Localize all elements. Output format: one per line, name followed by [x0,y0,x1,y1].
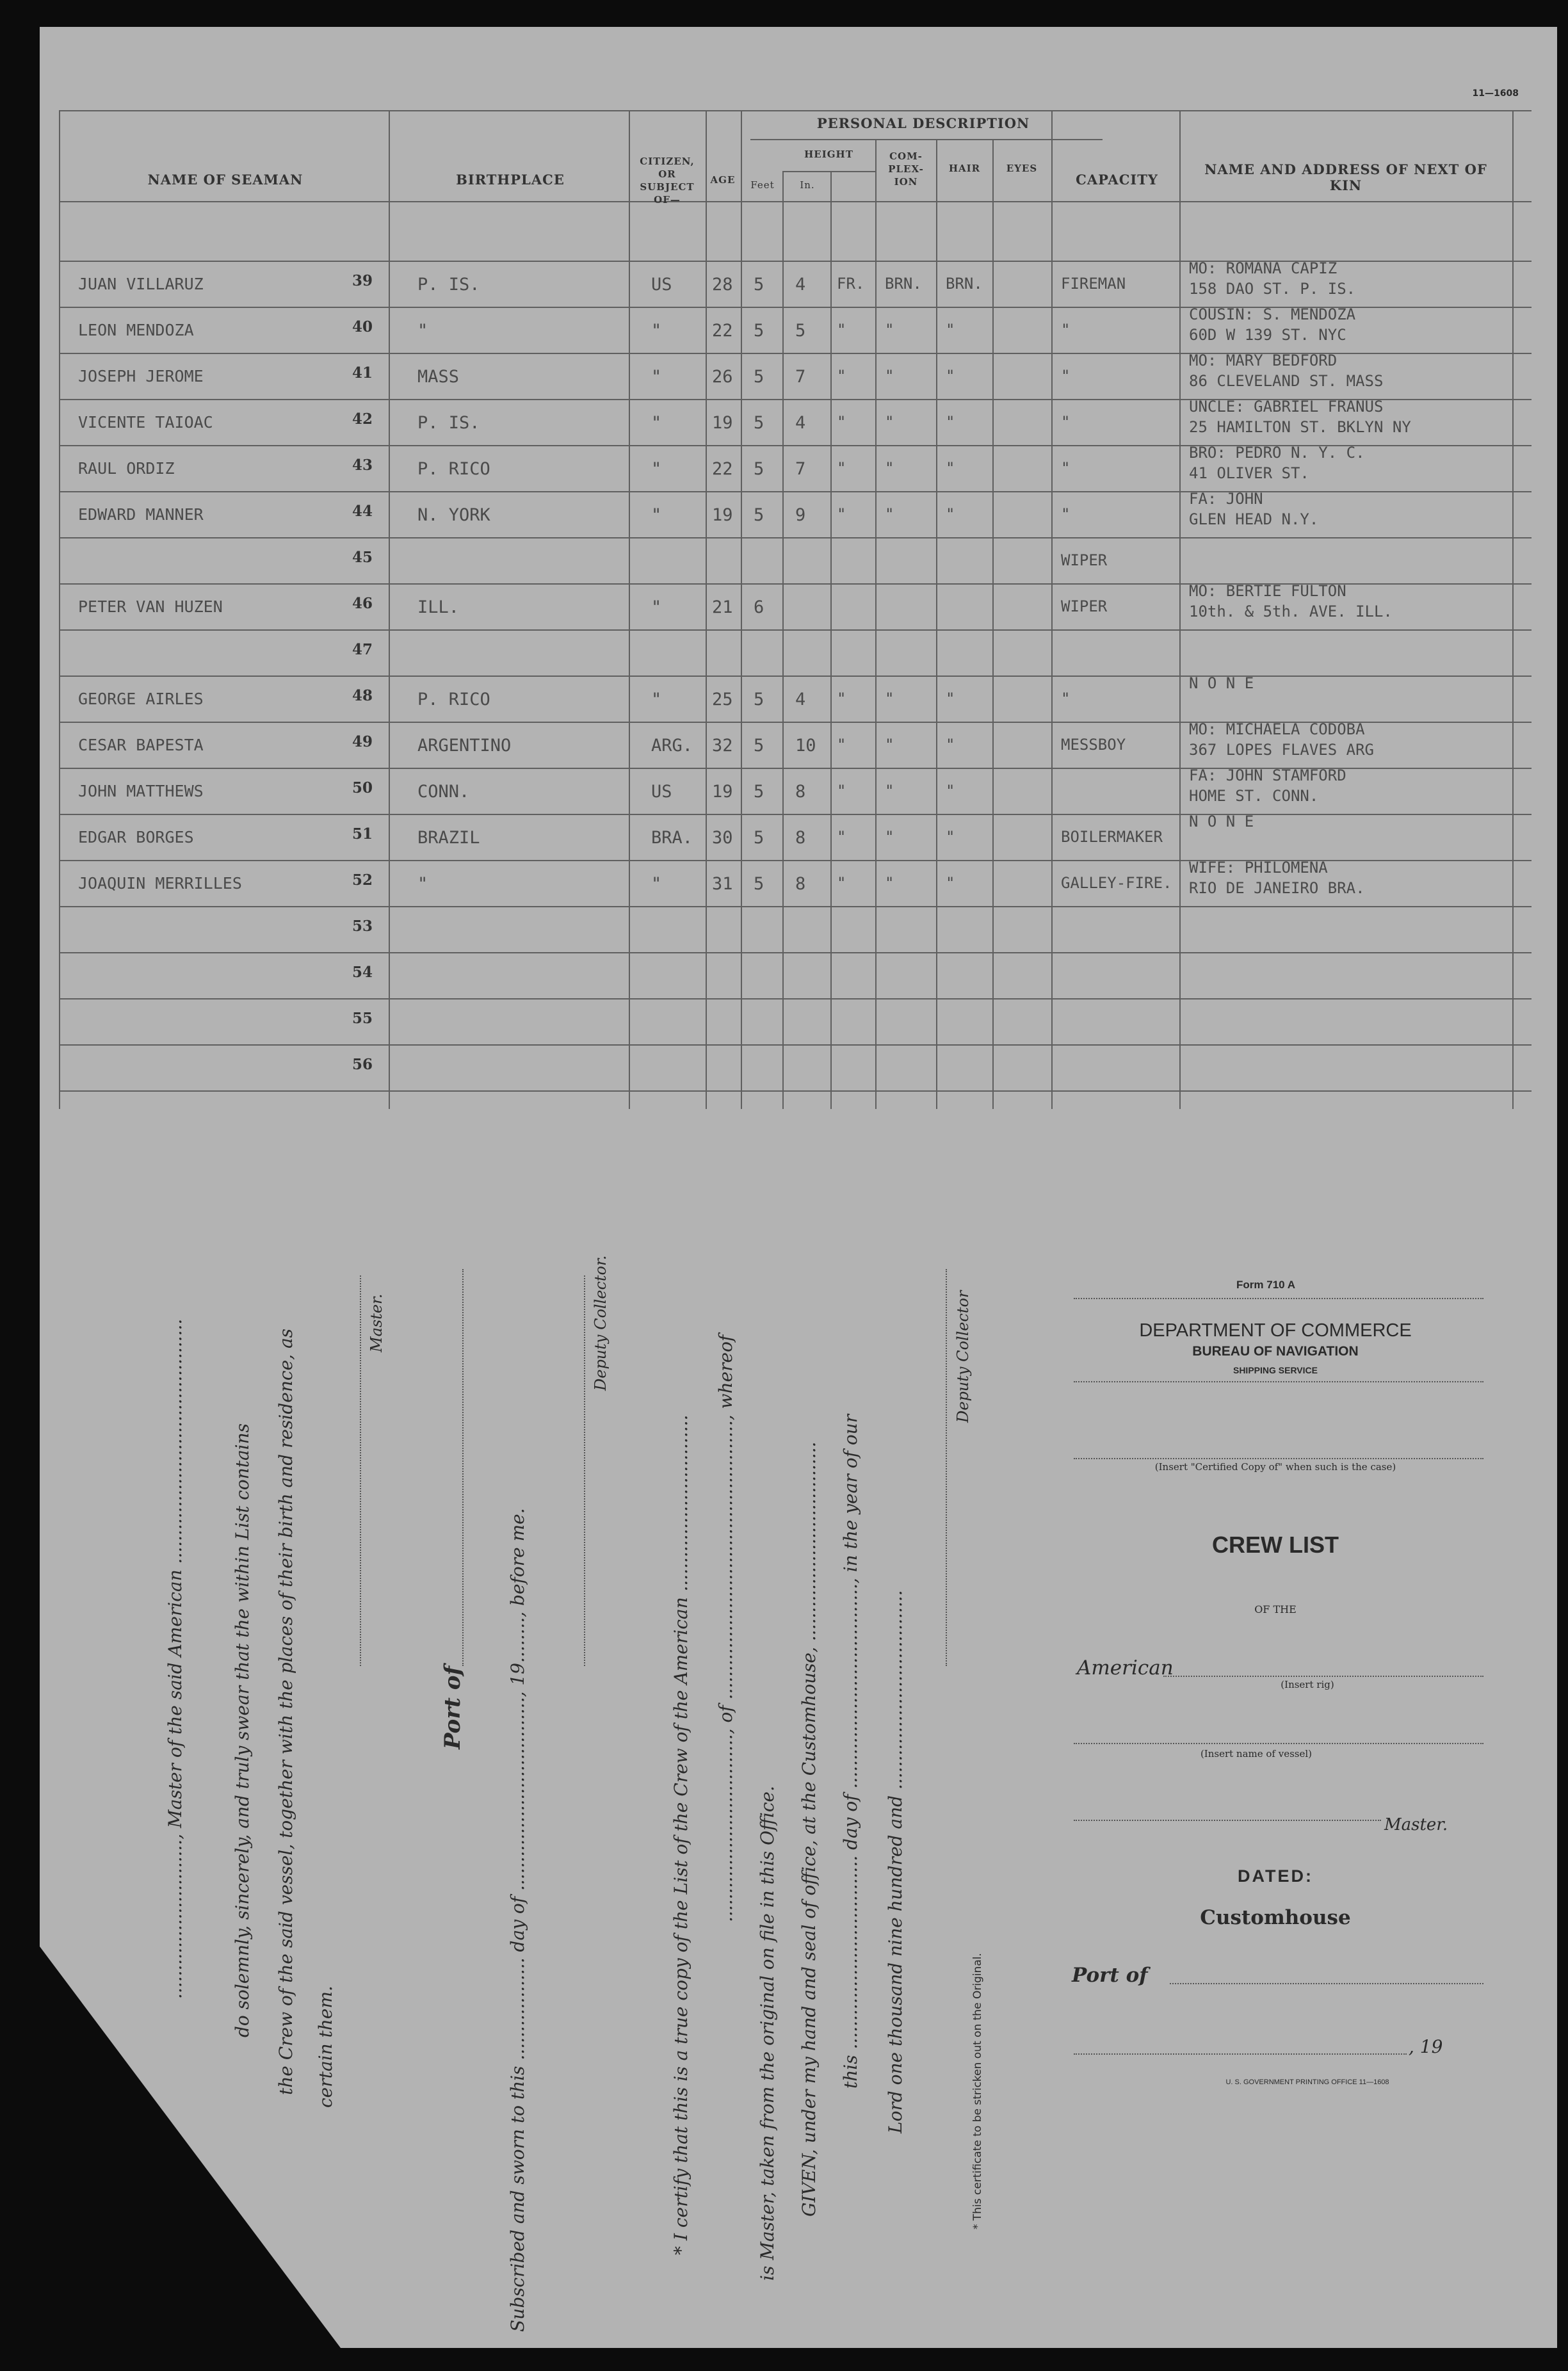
cell-hair: " [885,321,894,339]
cell-eyes: " [946,413,955,431]
cell-cit: US [651,782,672,802]
bureau-title: BUREAU OF NAVIGATION [1192,1344,1359,1359]
cell-ft: 6 [754,597,764,617]
cell-age: 28 [712,275,733,295]
cell-name: LEON MENDOZA [78,321,194,339]
cell-name: JOSEPH JEROME [78,367,204,385]
table-row [59,353,1532,399]
cell-ft: 5 [754,736,764,756]
cell-in: 4 [795,413,806,433]
cell-kin-line-2: 86 CLEVELAND ST. MASS [1189,372,1384,390]
oath-line-2: do solemnly, sincerely, and truly swear that the within List contains [232,1423,253,2037]
table-row [59,860,1532,906]
cell-kin-line-2: 60D W 139 ST. NYC [1189,326,1346,344]
table-row [59,399,1532,445]
cell-name: CESAR BAPESTA [78,736,204,754]
subscribed-text: Subscribed and sworn to this .................. day of .................................., 19........, before me. [507,1508,528,2332]
department-title: DEPARTMENT OF COMMERCE [1139,1320,1412,1341]
cell-comp: " [837,321,846,339]
cell-name: JUAN VILLARUZ [78,275,204,293]
row-number: 41 [352,364,373,382]
row-number: 45 [352,549,373,566]
cell-cit: " [651,459,662,479]
cell-comp: " [837,690,846,708]
cell-cap: " [1061,690,1071,708]
cell-birth: " [417,321,428,341]
header-complexion: COM-PLEX-ION [888,150,924,188]
cell-comp: " [837,782,846,800]
cell-kin-line-2: 10th. & 5th. AVE. ILL. [1189,603,1393,620]
cell-hair: " [885,459,894,477]
certify-text: * I certify that this is a true copy of the List of the Crew of the American ............................... [670,1414,691,2255]
cell-name: PETER VAN HUZEN [78,597,223,616]
cell-kin-line-1: MO: ROMANA CAPIZ [1189,259,1338,277]
cell-comp: " [837,459,846,477]
cell-age: 22 [712,459,733,479]
cell-kin-line-1: MO: MARY BEDFORD [1189,352,1338,369]
row-number: 39 [352,272,373,289]
folded-corner [40,1946,341,2348]
cell-birth: BRAZIL [417,828,480,848]
printing-office-note: U. S. GOVERNMENT PRINTING OFFICE 11—1608 [1225,2078,1389,2086]
oath-line-3: the Crew of the said vessel, together with the places of their birth and residence, as [275,1328,296,2095]
cell-cap: " [1061,505,1071,523]
cell-cit: " [651,690,662,709]
cell-eyes: " [946,459,955,477]
cell-comp: FR. [837,275,865,293]
this-day-text: this .................................. day of ...................................., in the year of our [840,1414,861,2089]
row-number: 54 [352,964,373,981]
of-whereof-text: ................................., of ................................................., whereof [715,1334,736,1922]
cell-birth: ARGENTINO [417,736,512,756]
cell-cit: " [651,321,662,341]
cell-cit: ARG. [651,736,693,756]
row-number: 46 [352,595,373,612]
cell-in: 8 [795,828,806,848]
table-row [59,676,1532,722]
insert-certified-note: (Insert "Certified Copy of" when such is the case) [1154,1461,1396,1473]
table-row [59,998,1532,1044]
given-text: GIVEN, under my hand and seal of office, at the Customhouse, ................................... [798,1441,820,2217]
master-label: Master. [368,1293,385,1352]
dated-label: DATED: [1238,1866,1313,1886]
cell-birth: N. YORK [417,505,490,525]
row-number: 44 [352,503,373,520]
cell-birth: " [417,874,428,894]
cell-age: 31 [712,874,733,894]
cell-cap: " [1061,459,1071,477]
cell-kin-line-2: 41 OLIVER ST. [1189,464,1309,482]
cell-cap: " [1061,367,1071,385]
cell-hair: " [885,367,894,385]
cell-cap: WIPER [1061,551,1108,569]
header-eyes: EYES [1006,163,1038,174]
row-number: 51 [352,825,373,843]
cell-eyes: " [946,367,955,385]
cell-kin-line-2: HOME ST. CONN. [1189,787,1319,805]
row-number: 42 [352,410,373,428]
cell-ft: 5 [754,505,764,525]
master-cover-label: Master. [1384,1815,1448,1834]
cell-age: 19 [712,413,733,433]
cell-in: 10 [795,736,816,756]
cell-in: 4 [795,275,806,295]
cell-cit: " [651,874,662,894]
cell-name: JOHN MATTHEWS [78,782,204,800]
row-number: 49 [352,733,373,750]
row-number: 47 [352,641,373,658]
table-row [59,1044,1532,1090]
american-label: American [1077,1656,1174,1679]
cell-cit: " [651,367,662,387]
cell-cap: WIPER [1061,597,1108,615]
cell-kin-line-1: FA: JOHN [1189,490,1263,508]
cell-name: JOAQUIN MERRILLES [78,874,242,893]
is-master-text: is Master, taken from the original on file in this Office. [757,1786,778,2281]
cell-kin-line-1: COUSIN: S. MENDOZA [1189,305,1356,323]
cell-birth: P. IS. [417,275,480,295]
table-row [59,629,1532,676]
row-number: 53 [352,918,373,935]
header-name: NAME OF SEAMAN [147,172,303,188]
cell-cap: BOILERMAKER [1061,828,1163,846]
cell-comp: " [837,736,846,754]
cell-birth: P. RICO [417,690,490,709]
cell-age: 22 [712,321,733,341]
cell-age: 30 [712,828,733,848]
cell-ft: 5 [754,367,764,387]
port-of-label: Port of [440,1665,465,1749]
cell-name: EDWARD MANNER [78,505,204,524]
cell-eyes: " [946,874,955,892]
table-row [59,307,1532,353]
header-capacity: CAPACITY [1076,172,1158,188]
cell-comp: " [837,367,846,385]
cell-cit: " [651,505,662,525]
cell-hair: " [885,736,894,754]
table-row [59,491,1532,537]
cell-comp: " [837,828,846,846]
cell-kin-line-2: 158 DAO ST. P. IS. [1189,280,1356,298]
cell-kin-line-1: FA: JOHN STAMFORD [1189,766,1346,784]
row-number: 55 [352,1010,373,1027]
cell-hair: " [885,782,894,800]
header-age: AGE [710,174,736,186]
oath-line-4: certain them. [315,1986,336,2108]
cell-name: GEORGE AIRLES [78,690,204,708]
cell-name: RAUL ORDIZ [78,459,175,478]
header-feet: Feet [750,179,775,191]
insert-vessel-note: (Insert name of vessel) [1200,1748,1313,1760]
cell-kin-line-1: MO: BERTIE FULTON [1189,582,1346,600]
cell-name: VICENTE TAIOAC [78,413,213,432]
cell-kin-line-1: WIFE: PHILOMENA [1189,859,1328,877]
row-number: 56 [352,1056,373,1073]
port-of-cover-label: Port of [1072,1964,1148,1987]
cell-ft: 5 [754,275,764,295]
lord-text: Lord one thousand nine hundred and ................................... [885,1590,906,2133]
cell-birth: MASS [417,367,460,387]
cell-ft: 5 [754,413,764,433]
cell-age: 25 [712,690,733,709]
cell-kin-line-1: MO: MICHAELA CODOBA [1189,720,1365,738]
table-row [59,583,1532,629]
cell-in: 4 [795,690,806,709]
header-birthplace: BIRTHPLACE [456,172,565,188]
cell-hair: " [885,874,894,892]
cell-in: 9 [795,505,806,525]
cell-cit: " [651,413,662,433]
cell-ft: 5 [754,459,764,479]
cell-cit: US [651,275,672,295]
row-number: 43 [352,457,373,474]
cell-age: 21 [712,597,733,617]
cell-ft: 5 [754,321,764,341]
cell-age: 19 [712,782,733,802]
cell-ft: 5 [754,782,764,802]
header-next-of-kin: NAME AND ADDRESS OF NEXT OF KIN [1204,161,1487,193]
year-label: , 19 [1409,2036,1443,2057]
cell-kin-line-2: RIO DE JANEIRO BRA. [1189,879,1365,897]
cell-birth: ILL. [417,597,460,617]
cell-cap: " [1061,321,1071,339]
cell-hair: " [885,505,894,523]
crew-table [59,110,1532,1109]
table-row [59,952,1532,998]
cell-hair: " [885,413,894,431]
cell-kin-line-1: N O N E [1189,674,1254,692]
cell-hair: BRN. [885,275,922,293]
cell-birth: P. IS. [417,413,480,433]
crew-list-title: CREW LIST [1212,1532,1339,1558]
table-row [59,906,1532,952]
customhouse-label: Customhouse [1200,1906,1351,1929]
header-inches: In. [800,179,815,191]
cell-hair: " [885,690,894,708]
cell-eyes: " [946,828,955,846]
row-number: 52 [352,871,373,889]
cell-eyes: " [946,505,955,523]
cell-age: 26 [712,367,733,387]
cell-ft: 5 [754,690,764,709]
deputy-collector-1: Deputy Collector. [592,1255,610,1391]
insert-rig-note: (Insert rig) [1281,1679,1334,1690]
form-label: Form 710 A [1236,1279,1295,1291]
cell-in: 7 [795,367,806,387]
cell-comp: " [837,874,846,892]
table-row [59,814,1532,860]
oath-line-1: ............................, Master of the said American ........................................... [165,1318,186,1999]
cell-name: EDGAR BORGES [78,828,194,846]
deputy-collector-2: Deputy Collector [954,1290,972,1423]
of-the-label: OF THE [1254,1603,1297,1615]
header-height: HEIGHT [804,149,853,160]
cell-birth: P. RICO [417,459,490,479]
cell-cit: " [651,597,662,617]
header-citizen: CITIZEN, OR SUBJECT OF— [640,156,695,206]
row-number: 50 [352,779,373,797]
cell-eyes: BRN. [946,275,983,293]
table-row [59,445,1532,491]
table-row [59,537,1532,583]
cell-comp: " [837,413,846,431]
header-personal-description: PERSONAL DESCRIPTION [816,115,1030,131]
cell-cap: " [1061,413,1071,431]
table-row [59,261,1532,307]
row-number: 40 [352,318,373,336]
cell-kin-line-1: UNCLE: GABRIEL FRANUS [1189,398,1384,416]
cell-kin-line-1: N O N E [1189,813,1254,830]
cell-ft: 5 [754,828,764,848]
cell-hair: " [885,828,894,846]
cell-in: 8 [795,782,806,802]
footnote-text: * This certificate to be stricken out on the Original. [971,1953,984,2229]
table-row [59,722,1532,768]
cell-birth: CONN. [417,782,470,802]
cell-ft: 5 [754,874,764,894]
cell-cap: GALLEY-FIRE. [1061,874,1172,892]
cell-kin-line-2: GLEN HEAD N.Y. [1189,510,1319,528]
table-row [59,768,1532,814]
cell-cap: FIREMAN [1061,275,1126,293]
cell-cit: BRA. [651,828,693,848]
service-title: SHIPPING SERVICE [1233,1365,1318,1375]
cell-kin-line-1: BRO: PEDRO N. Y. C. [1189,444,1365,462]
cell-eyes: " [946,321,955,339]
header-hair: HAIR [948,163,981,174]
cell-age: 32 [712,736,733,756]
cell-comp: " [837,505,846,523]
cell-cap: MESSBOY [1061,736,1126,754]
cell-kin-line-2: 367 LOPES FLAVES ARG [1189,741,1374,759]
cell-eyes: " [946,736,955,754]
cell-in: 5 [795,321,806,341]
cell-kin-line-2: 25 HAMILTON ST. BKLYN NY [1189,418,1411,436]
cell-eyes: " [946,782,955,800]
row-number: 48 [352,687,373,704]
cell-age: 19 [712,505,733,525]
cell-in: 8 [795,874,806,894]
cell-eyes: " [946,690,955,708]
form-number-top: 11—1608 [1472,88,1519,99]
cell-in: 7 [795,459,806,479]
